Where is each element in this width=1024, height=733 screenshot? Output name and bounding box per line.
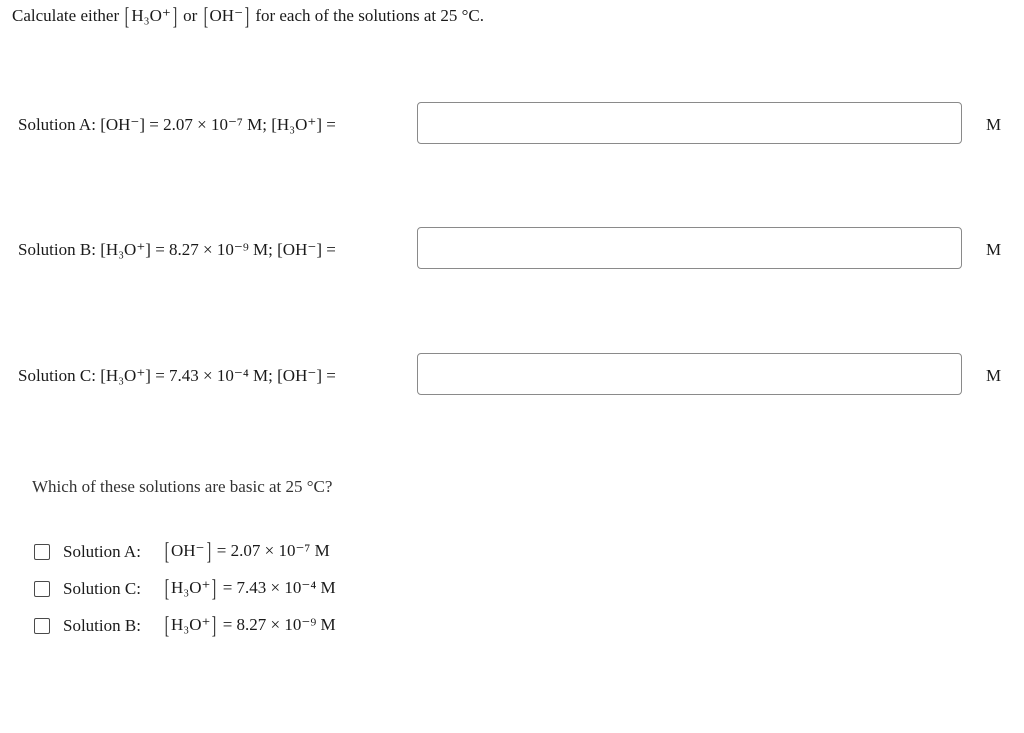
bracket-right-icon: ]	[244, 4, 250, 30]
bracket-right-icon: ]	[212, 613, 217, 639]
basic-question: Which of these solutions are basic at 25 °C?	[32, 477, 333, 496]
bracket-right-icon: ]	[212, 576, 217, 602]
option-a-label: Solution A:	[63, 542, 141, 561]
option-b-value: = 8.27 × 10⁻⁹ M	[222, 615, 336, 634]
question-species-h3o: H₃O⁺	[131, 6, 171, 25]
bracket-left-icon: [	[125, 4, 130, 30]
option-c-value: = 7.43 × 10⁻⁴ M	[222, 578, 336, 597]
option-a-expression	[163, 539, 330, 565]
option-b-expression	[163, 613, 336, 639]
option-c-expression	[163, 576, 336, 602]
option-c-species: H₃O⁺	[171, 578, 211, 597]
solution-b-row	[0, 226, 1024, 274]
solution-b-prompt	[18, 240, 336, 260]
question-species-oh: OH⁻	[209, 6, 244, 25]
solution-a-row	[0, 101, 1024, 149]
solution-a-unit: M	[986, 115, 1002, 134]
solution-b-label: Solution B:	[18, 240, 96, 259]
solution-c-row	[0, 352, 1024, 400]
solution-c-find: [OH⁻] =	[277, 366, 336, 385]
solution-a-label: Solution A:	[18, 115, 96, 134]
solution-c-given: [H₃O⁺] = 7.43 × 10⁻⁴ M;	[100, 366, 273, 385]
solution-b-given: [H₃O⁺] = 8.27 × 10⁻⁹ M;	[100, 240, 273, 259]
option-a-checkbox[interactable]	[34, 544, 50, 560]
bracket-right-icon: ]	[172, 4, 178, 30]
solution-c-unit: M	[986, 366, 1002, 385]
question-text	[12, 4, 485, 30]
question-suffix: for each of the solutions at 25 °C.	[255, 6, 485, 25]
option-b-checkbox[interactable]	[34, 618, 50, 634]
solution-a-prompt	[18, 115, 336, 135]
bracket-left-icon: [	[164, 539, 170, 565]
solution-b-answer-input[interactable]	[417, 227, 962, 269]
solution-c-answer-input[interactable]	[417, 353, 962, 395]
solution-b-unit: M	[986, 240, 1002, 259]
option-c-label: Solution C:	[63, 579, 141, 598]
option-a-species: OH⁻	[171, 541, 205, 560]
question-prefix: Calculate either	[12, 6, 120, 25]
bracket-left-icon: [	[203, 4, 208, 30]
bracket-right-icon: ]	[206, 539, 211, 565]
option-a-value: = 2.07 × 10⁻⁷ M	[216, 541, 330, 560]
solution-c-label: Solution C:	[18, 366, 96, 385]
question-or: or	[183, 6, 198, 25]
option-b-label: Solution B:	[63, 616, 141, 635]
bracket-left-icon: [	[164, 613, 170, 639]
option-c-checkbox[interactable]	[34, 581, 50, 597]
solution-a-find: [H₃O⁺] =	[271, 115, 336, 134]
solution-a-answer-input[interactable]	[417, 102, 962, 144]
solution-b-find: [OH⁻] =	[277, 240, 336, 259]
bracket-left-icon: [	[164, 576, 170, 602]
solution-a-given: [OH⁻] = 2.07 × 10⁻⁷ M;	[100, 115, 267, 134]
solution-c-prompt	[18, 366, 336, 386]
option-b-species: H₃O⁺	[171, 615, 211, 634]
